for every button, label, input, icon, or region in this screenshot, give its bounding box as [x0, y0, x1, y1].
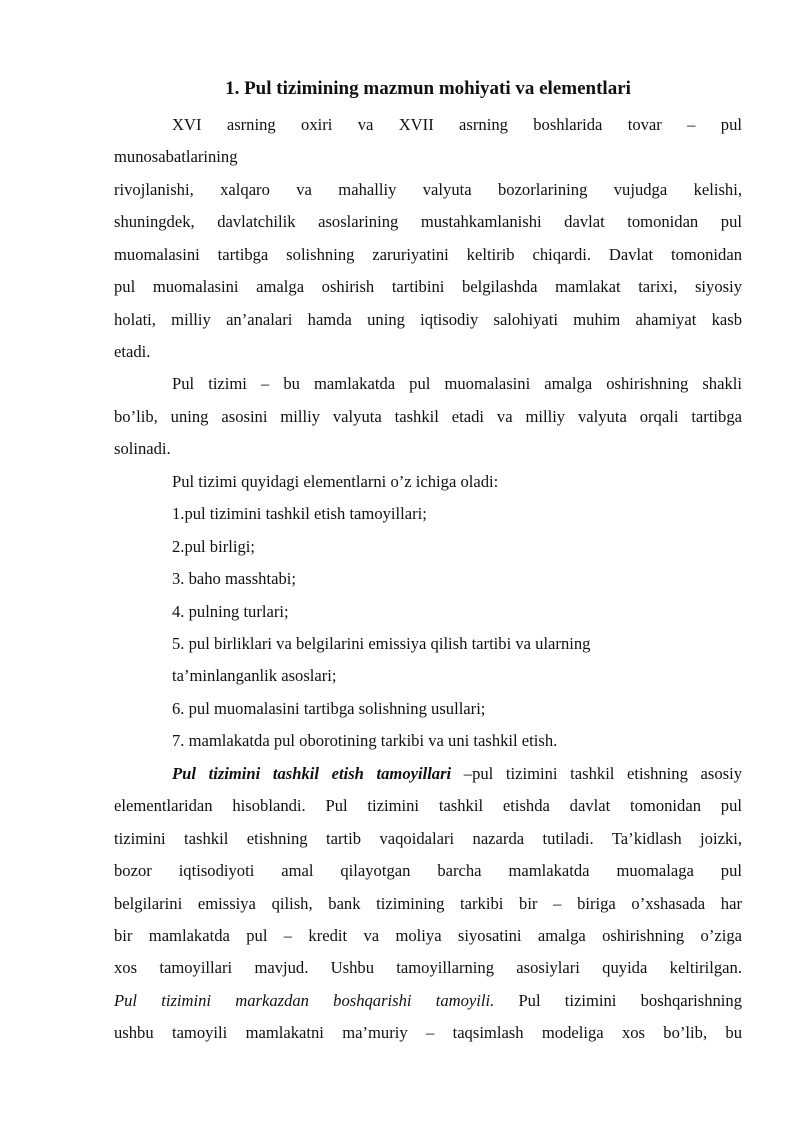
paragraph-line: bozor iqtisodiyoti amal qilayotgan barcha mamlakatda muomalaga pul [114, 861, 742, 880]
paragraph-line: rivojlanishi, xalqaro va mahalliy valyuta bozorlarining vujudga kelishi, [114, 180, 742, 199]
list-item: 6. pul muomalasini tartibga solishning usullari; [172, 699, 486, 718]
paragraph-line: bo’lib, uning asosini milliy valyuta tashkil etadi va milliy valyuta orqali tartibga [114, 407, 742, 426]
principle-text: Pul tizimini boshqarishning [494, 991, 742, 1010]
list-item: 3. baho masshtabi; [172, 569, 296, 588]
list-item: 4. pulning turlari; [172, 602, 289, 621]
paragraph-line: elementlaridan hisoblandi. Pul tizimini tashkil etishda davlat tomonidan pul [114, 796, 742, 815]
list-intro: Pul tizimi quyidagi elementlarni o’z ichiga oladi: [172, 472, 499, 491]
principle-italic: Pul tizimini markazdan boshqarishi tamoyili. [114, 991, 495, 1010]
paragraph-line: muomalasini tartibga solishning zaruriyatini keltirib chiqardi. Davlat tomonidan [114, 245, 742, 264]
paragraph-line: pul muomalasini amalga oshirish tartibini belgilashda mamlakat tarixi, siyosiy [114, 277, 742, 296]
list-item: 2.pul birligi; [172, 537, 255, 556]
paragraph-line: xos tamoyillari mavjud. Ushbu tamoyillarning asosiylari quyida keltirilgan. [114, 958, 742, 977]
paragraph-line: holati, milliy an’analari hamda uning iqtisodiy salohiyati muhim ahamiyat kasb [114, 310, 742, 329]
list-item: 5. pul birliklari va belgilarini emissiya qilish tartibi va ularning [172, 634, 591, 653]
paragraph-line [172, 758, 742, 790]
paragraph-line [114, 985, 742, 1017]
term-definition: –pul tizimini tashkil etishning asosiy [451, 764, 742, 783]
list-item: 7. mamlakatda pul oborotining tarkibi va uni tashkil etish. [172, 731, 558, 750]
term-bold-italic: Pul tizimini tashkil etish tamoyillari [172, 764, 452, 783]
paragraph-line: ushbu tamoyili mamlakatni ma’muriy – taqsimlash modeliga xos bo’lib, bu [114, 1023, 742, 1042]
section-heading: 1. Pul tizimining mazmun mohiyati va elementlari [225, 78, 631, 99]
paragraph-line: belgilarini emissiya qilish, bank tizimining tarkibi bir – biriga o’xshasada har [114, 894, 742, 913]
paragraph-line: munosabatlarining [114, 147, 238, 166]
paragraph-line: etadi. [114, 342, 151, 361]
paragraph-line: shuningdek, davlatchilik asoslarining mustahkamlanishi davlat tomonidan pul [114, 212, 742, 231]
paragraph-line: solinadi. [114, 439, 171, 458]
list-item: ta’minlanganlik asoslari; [172, 666, 337, 685]
paragraph-line: XVI asrning oxiri va XVII asrning boshlarida tovar – pul [172, 115, 742, 134]
paragraph-line: bir mamlakatda pul – kredit va moliya siyosatini amalga oshirishning o’ziga [114, 926, 742, 945]
list-item: 1.pul tizimini tashkil etish tamoyillari; [172, 504, 427, 523]
paragraph-line: Pul tizimi – bu mamlakatda pul muomalasini amalga oshirishning shakli [172, 374, 742, 393]
paragraph-line: tizimini tashkil etishning tartib vaqoidalari nazarda tutiladi. Ta’kidlash joizki, [114, 829, 742, 848]
